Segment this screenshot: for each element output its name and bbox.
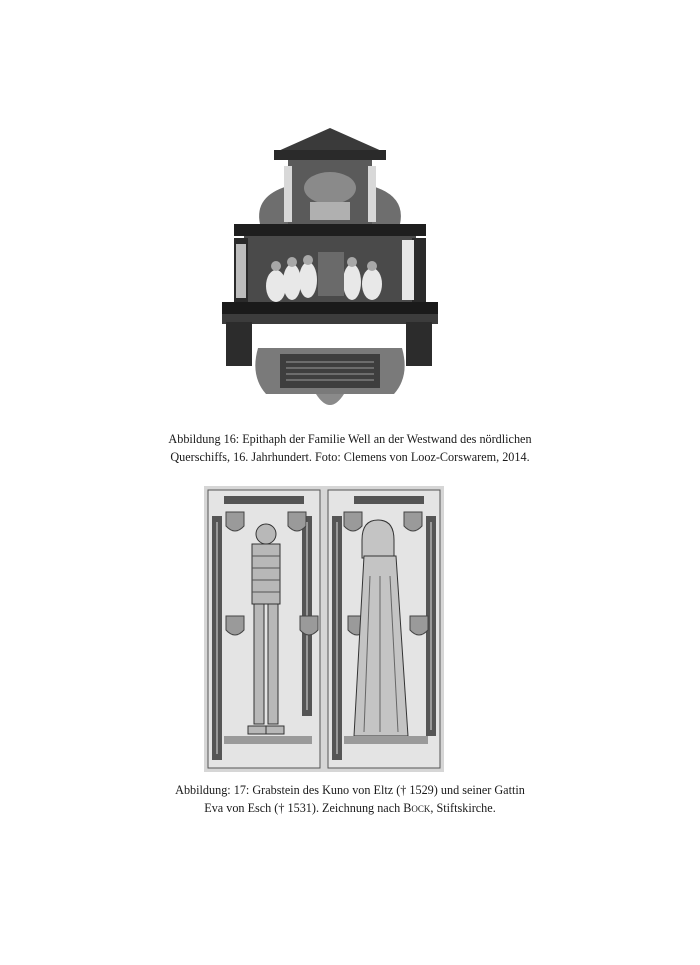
figure-17-caption [60,781,640,817]
caption-line [60,799,640,817]
tombstone-drawing [204,486,444,772]
caption-text: Eva von Esch († 1531). Zeichnung nach [204,801,404,815]
caption-line: Querschiffs, 16. Jahrhundert. Foto: Clemens von Looz-Corswarem, 2014. [170,450,530,464]
author-name: Bock [403,801,431,815]
caption-line: Abbildung 16: Epithaph der Familie Well an der Westwand des nördlichen [168,432,532,446]
caption-text: , Stiftskirche. [430,801,496,815]
caption-line: Abbildung: 17: Grabstein des Kuno von Eltz († 1529) und seiner Gattin [175,783,525,797]
epitaph-photo [214,126,446,420]
figure-16-caption [60,430,640,466]
